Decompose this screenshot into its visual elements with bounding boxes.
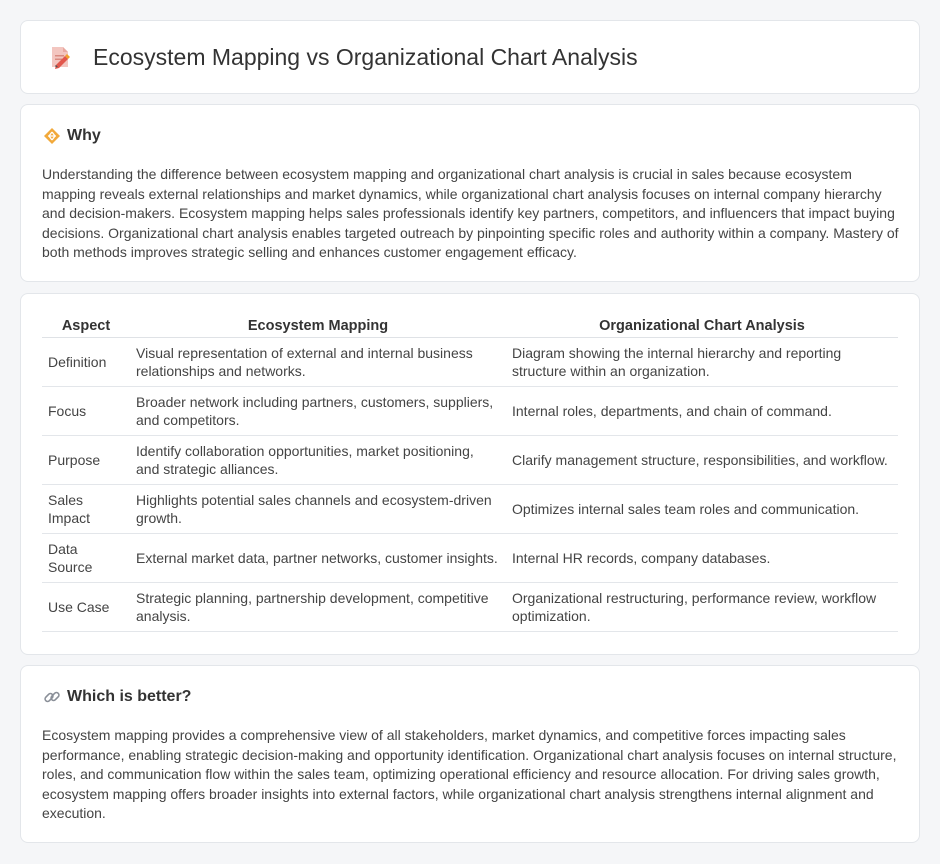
header-org-chart-analysis: Organizational Chart Analysis bbox=[506, 316, 898, 337]
table-row bbox=[42, 484, 898, 533]
ecosystem-cell: Broader network including partners, customers, suppliers, and competitors. bbox=[130, 386, 506, 435]
table-row bbox=[42, 435, 898, 484]
org-chart-cell: Organizational restructuring, performance review, workflow optimization. bbox=[506, 582, 898, 631]
ecosystem-cell: Highlights potential sales channels and ecosystem-driven growth. bbox=[130, 484, 506, 533]
header-ecosystem-mapping: Ecosystem Mapping bbox=[130, 316, 506, 337]
table-row bbox=[42, 386, 898, 435]
page-title: Ecosystem Mapping vs Organizational Chart Analysis bbox=[93, 43, 638, 70]
header-card bbox=[20, 20, 920, 94]
aspect-cell: Definition bbox=[42, 337, 130, 386]
org-chart-cell: Internal HR records, company databases. bbox=[506, 533, 898, 582]
which-is-better-section bbox=[20, 665, 920, 843]
table-row bbox=[42, 337, 898, 386]
org-chart-cell: Clarify management structure, responsibilities, and workflow. bbox=[506, 435, 898, 484]
link-icon bbox=[43, 688, 61, 706]
org-chart-cell: Optimizes internal sales team roles and communication. bbox=[506, 484, 898, 533]
why-body: Understanding the difference between ecosystem mapping and organizational chart analysis is crucial in sales because ecosystem mapping reveals external relationships and market dynamics, while organizational chart analysis focuses on internal company hierarchy and decision-makers. Ecosystem mapping helps sales professionals identify key partners, competitors, and influencers that impact buying decisions. Organizational chart analysis enables targeted outreach by pinpointing specific roles and authority within a company. Mastery of both methods improves strategic selling and enhances customer engagement efficacy. bbox=[42, 166, 899, 261]
comparison-table bbox=[42, 316, 898, 632]
aspect-cell: Data Source bbox=[42, 533, 130, 582]
why-title: Why bbox=[67, 127, 101, 144]
which-is-better-title: Which is better? bbox=[67, 688, 192, 705]
diamond-arrows-icon bbox=[43, 127, 61, 145]
table-header-row bbox=[42, 316, 898, 337]
ecosystem-cell: Visual representation of external and internal business relationships and networks. bbox=[130, 337, 506, 386]
aspect-cell: Sales Impact bbox=[42, 484, 130, 533]
aspect-cell: Purpose bbox=[42, 435, 130, 484]
which-is-better-body: Ecosystem mapping provides a comprehensive view of all stakeholders, market dynamics, and competitive forces impacting sales performance, enabling strategic decision-making and opportunity identification. Organizational chart analysis focuses on internal structure, roles, and communication flow within the sales team, optimizing operational efficiency and resource allocation. For driving sales growth, ecosystem mapping offers broader insights into external factors, while organizational chart analysis strengthens internal alignment and execution. bbox=[42, 727, 897, 822]
ecosystem-cell: External market data, partner networks, customer insights. bbox=[130, 533, 506, 582]
table-row bbox=[42, 582, 898, 631]
document-pencil-icon bbox=[47, 44, 73, 70]
table-row bbox=[42, 533, 898, 582]
header-aspect: Aspect bbox=[42, 316, 130, 337]
ecosystem-cell: Strategic planning, partnership development, competitive analysis. bbox=[130, 582, 506, 631]
org-chart-cell: Diagram showing the internal hierarchy and reporting structure within an organization. bbox=[506, 337, 898, 386]
aspect-cell: Use Case bbox=[42, 582, 130, 631]
why-section bbox=[20, 104, 920, 282]
aspect-cell: Focus bbox=[42, 386, 130, 435]
ecosystem-cell: Identify collaboration opportunities, market positioning, and strategic alliances. bbox=[130, 435, 506, 484]
comparison-table-card bbox=[20, 293, 920, 655]
org-chart-cell: Internal roles, departments, and chain of command. bbox=[506, 386, 898, 435]
